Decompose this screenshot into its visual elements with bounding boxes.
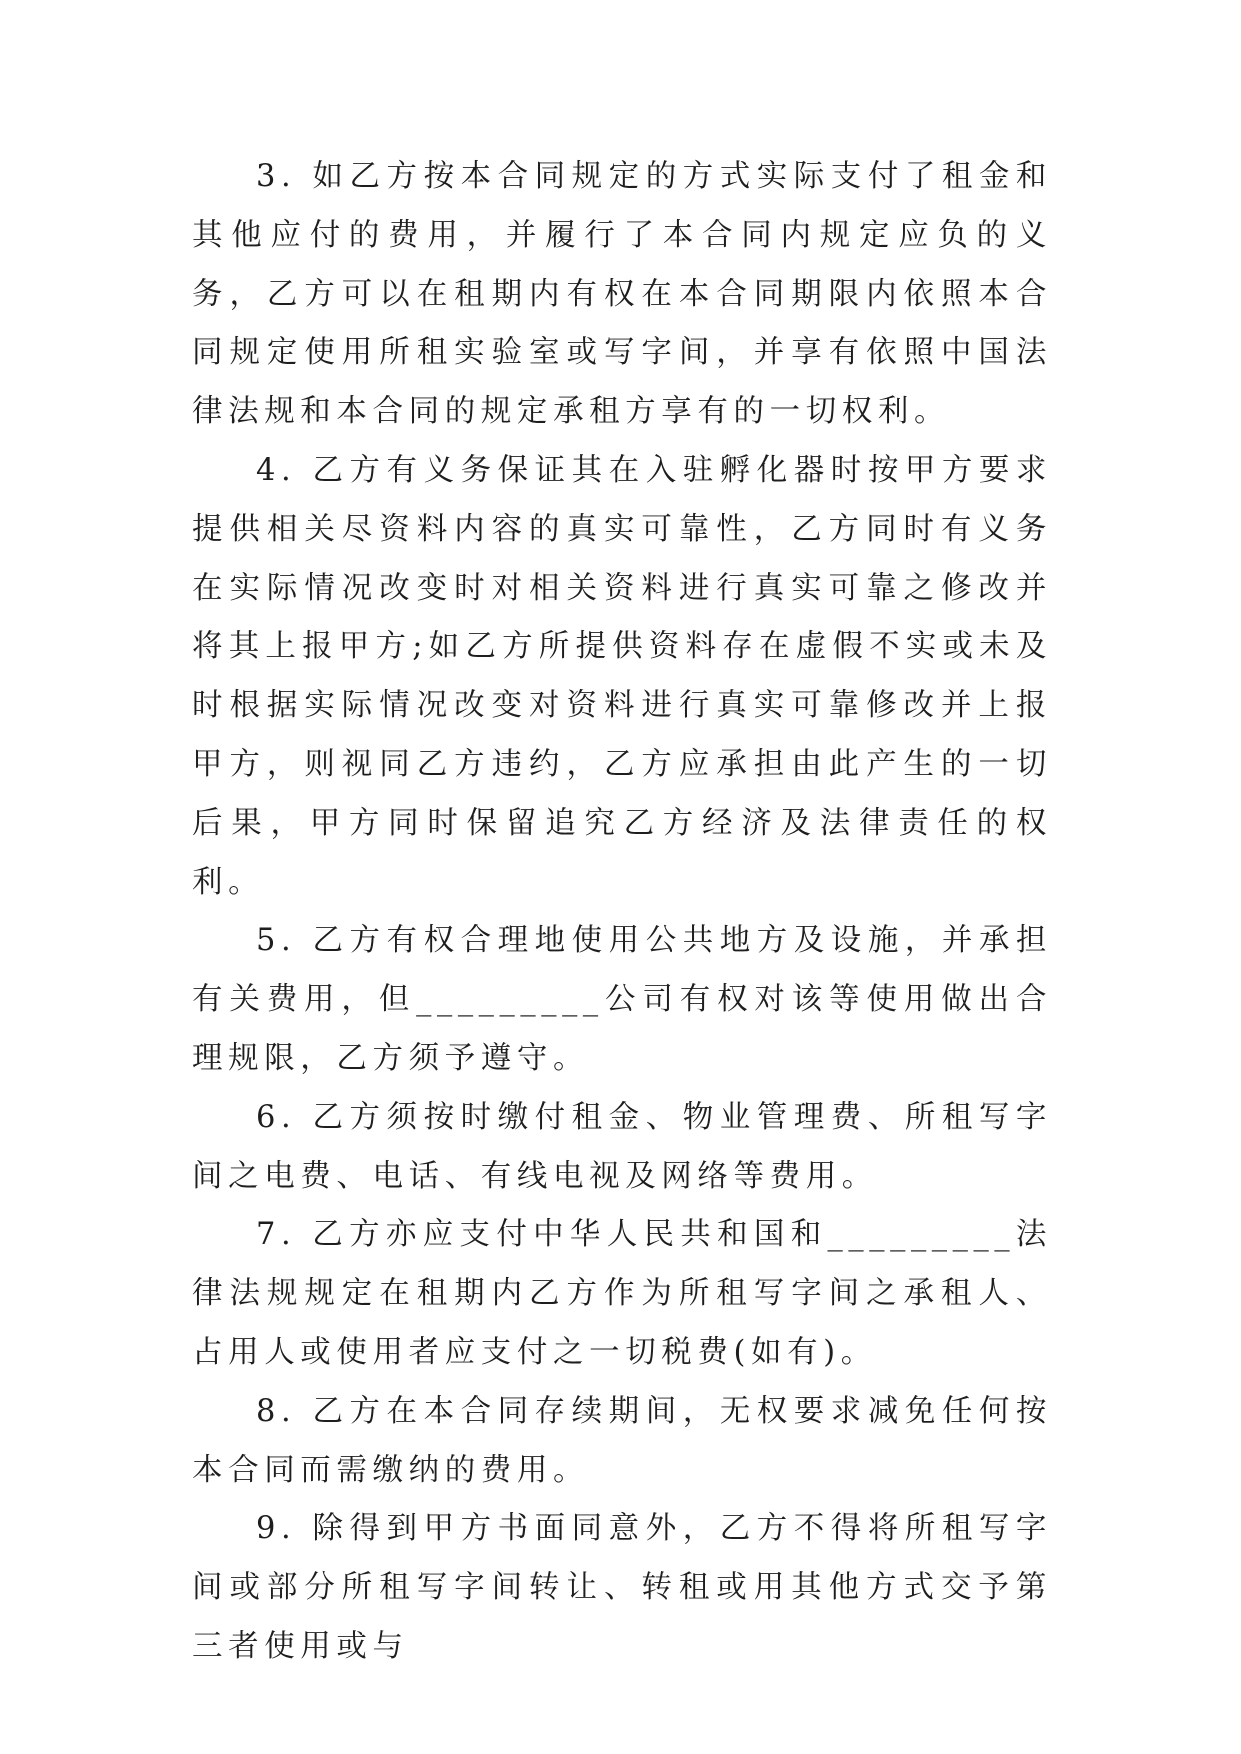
clause-6: 6. 乙方须按时缴付租金、物业管理费、所租写字间之电费、电话、有线电视及网络等费用。 (192, 1099, 1052, 1194)
clause-5: 5. 乙方有权合理地使用公共地方及设施，并承担有关费用，但_________公司有权对该等使用做出合理规限，乙方须予遵守。 (192, 923, 1052, 1076)
clause-7: 7. 乙方亦应支付中华人民共和国和_________法律法规规定在租期内乙方作为所租写字间之承租人、占用人或使用者应支付之一切税费(如有)。 (192, 1217, 1052, 1370)
clause-8: 8. 乙方在本合同存续期间，无权要求减免任何按本合同而需缴纳的费用。 (192, 1393, 1052, 1488)
clause-4: 4. 乙方有义务保证其在入驻孵化器时按甲方要求提供相关尽资料内容的真实可靠性，乙方同时有义务在实际情况改变时对相关资料进行真实可靠之修改并将其上报甲方;如乙方所提供资料存在虚假不实或未及时根据实际情况改变对资料进行真实可靠修改并上报甲方，则视同乙方违约，乙方应承担由此产生的一切后果，甲方同时保留追究乙方经济及法律责任的权利。 (192, 452, 1052, 900)
clause-3: 3. 如乙方按本合同规定的方式实际支付了租金和其他应付的费用，并履行了本合同内规定应负的义务，乙方可以在租期内有权在本合同期限内依照本合同规定使用所租实验室或写字间，并享有依照中国法律法规和本合同的规定承租方享有的一切权利。 (192, 159, 1052, 430)
document-body (192, 148, 1052, 1677)
clause-9: 9. 除得到甲方书面同意外，乙方不得将所租写字间或部分所租写字间转让、转租或用其他方式交予第三者使用或与 (192, 1511, 1052, 1664)
